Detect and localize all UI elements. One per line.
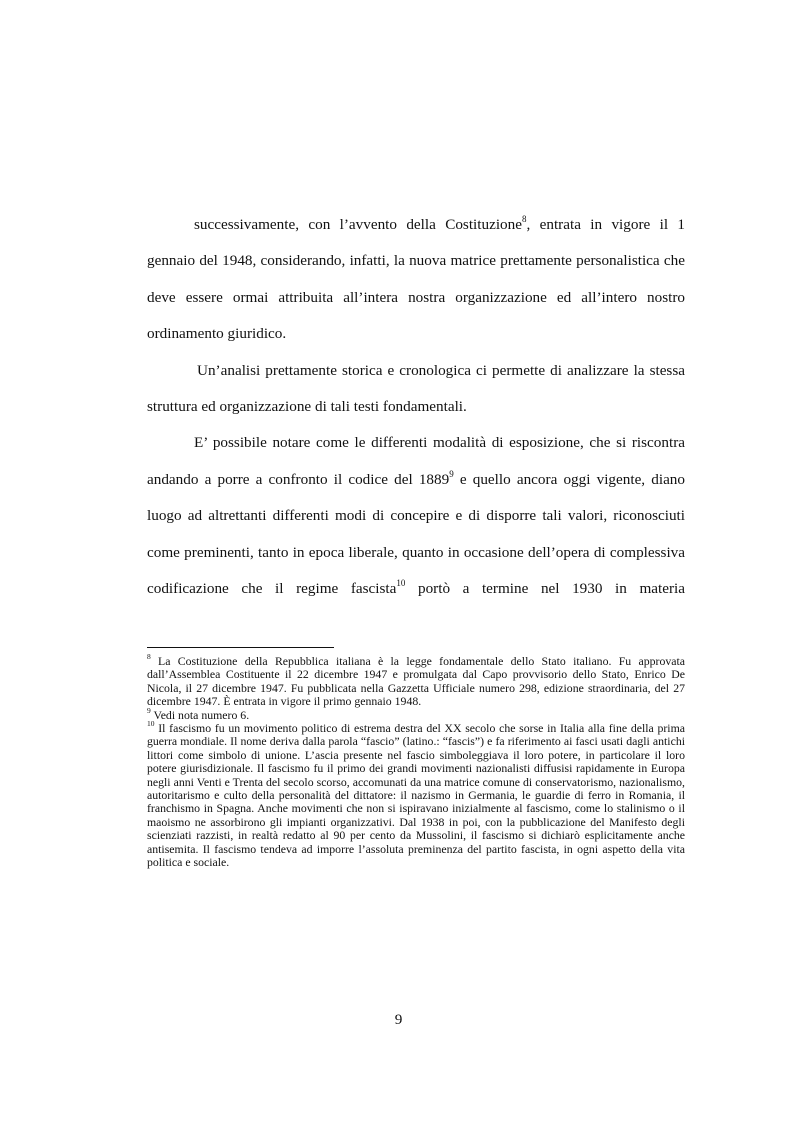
footnote-8 (147, 652, 685, 709)
paragraph-text: , entrata in vigore il 1 gennaio del 1948, considerando, infatti, la nuova matrice prettamente personalistica che deve essere ormai attribuita all’intera nostra organizzazione ed all’intero nostro ordinamento giuridico. (147, 216, 685, 343)
paragraph-text: Un’analisi prettamente storica e cronologica ci permette di analizzare la stessa struttura ed organizzazione di tali testi fondamentali. (147, 361, 685, 416)
footnote-text: Vedi nota numero 6. (150, 707, 250, 722)
footnote-ref-10[interactable]: 10 (396, 578, 406, 588)
paragraph-text: successivamente, con l’avvento della Costituzione (194, 216, 522, 233)
footnote-marker: 8 (147, 652, 151, 662)
paragraph-text: E’ possibile notare come le differenti modalità di esposizione, che si riscontra andando a porre a confronto il codice del 1889 (147, 434, 685, 488)
paragraph-confronto (147, 425, 685, 607)
footnote-9 (147, 705, 685, 722)
footnote-text: Il fascismo fu un movimento politico di estrema destra del XX secolo che sorse in Italia alla fine della prima guerra mondiale. Il nome deriva dalla parola “fascio” (latino.: “fascis”) e fa riferimento ai fasci usati dagli antichi littori come simbolo di unione. L’ascia presente nel fascio simboleggiava il loro potere, in particolare il loro potere giurisdizionale. Il fascismo fu il primo dei grandi movimenti nazionalisti diffusisi rapidamente in Europa negli anni Venti e Trenta del secolo scorso, accomunati da una matrice comune di conservatorismo, nazionalismo, autoritarismo e culto della personalità del dittatore: il nazismo in Germania, le guardie di ferro in Romania, il franchismo in Spagna. Anche movimenti che non si ispiravano inizialmente al fascismo, come lo stalinismo o il maoismo ne assorbirono gli impianti organizzativi. Dal 1938 in poi, con la pubblicazione del Manifesto degli scienziati razzisti, in realtà redatto al 90 per cento da Mussolini, il fascismo si dichiarò esplicitamente anche antisemita. Il fascismo tendeva ad imporre l’assoluta preminenza del partito fascista, in ogni aspetto della vita politica e sociale. (147, 721, 685, 870)
body-text (147, 207, 685, 607)
footnote-10 (147, 719, 685, 870)
footnotes (147, 652, 685, 870)
paragraph-analisi (147, 353, 685, 426)
paragraph-text: portò a termine nel 1930 in materia (405, 580, 685, 598)
page-number: 9 (394, 1011, 403, 1028)
footnote-ref-9[interactable]: 9 (449, 468, 454, 479)
footnote-separator (147, 647, 334, 648)
footnote-marker: 10 (147, 719, 155, 729)
paragraph-costituzione (147, 207, 685, 353)
footnote-text: La Costituzione della Repubblica italiana è la legge fondamentale dello Stato italiano. Fu approvata dall’Assemblea Costituente il 22 dicembre 1947 e promulgata dal Capo provvisorio dello Stato, Enrico De Nicola, il 27 dicembre 1947. Fu pubblicata nella Gazzetta Ufficiale numero 298, edizione straordinaria, del 27 dicembre 1947. È entrata in vigore il primo gennaio 1948. (147, 654, 685, 709)
footnote-marker: 9 (147, 705, 151, 715)
paragraph-text: e quello ancora oggi vigente, diano luogo ad altrettanti differenti modi di concepire e di disporre tali valori, riconosciuti come preminenti, tanto in epoca liberale, quanto in occasione dell’opera di complessiva codificazione che il regime fascista (147, 470, 685, 598)
footnote-ref-8[interactable]: 8 (521, 213, 527, 224)
